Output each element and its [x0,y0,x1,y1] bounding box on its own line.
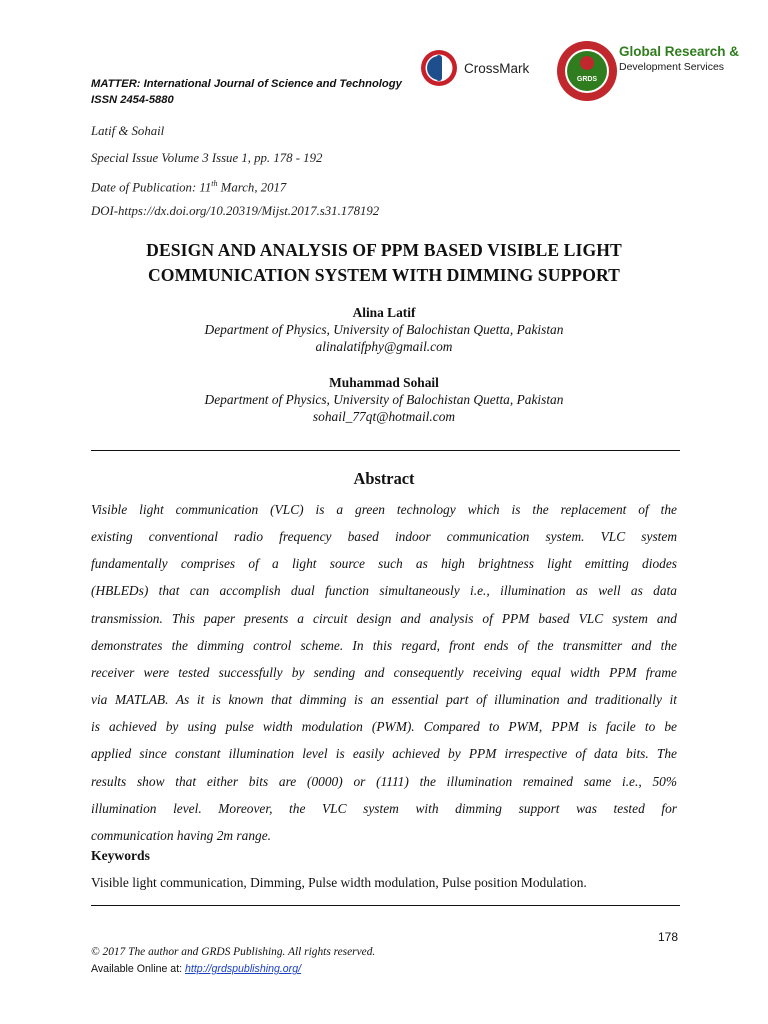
author-email[interactable]: sohail_77qt@hotmail.com [312,409,456,424]
abstract-line: applied since constant illumination level is easily achieved by PPM irrespective of data bits. The [91,746,677,762]
journal-name: MATTER: International Journal of Science and Technology [91,78,402,90]
author-affiliation: Department of Physics, University of Balochistan Quetta, Pakistan [204,392,564,407]
author-block-2 [60,374,708,425]
date-superscript: th [211,179,218,188]
date-prefix: Date of Publication: 11 [91,180,212,195]
authors-short: Latif & Sohail [91,124,165,138]
abstract-line: Visible light communication (VLC) is a green technology which is the replacement of the [91,502,677,517]
abstract-body [91,496,677,849]
crossmark-icon [419,46,459,90]
author-name: Muhammad Sohail [329,375,439,390]
journal-header [91,76,402,108]
crossmark-label: CrossMark [464,60,530,76]
divider-top [91,450,680,451]
publication-date [91,175,379,202]
date-suffix: March, 2017 [217,180,287,195]
grds-logo [555,38,755,104]
available-label: Available Online at: [91,963,186,975]
issue-info: Special Issue Volume 3 Issue 1, pp. 178 - 192 [91,150,323,165]
page-number: 178 [657,930,678,944]
abstract-line: is achieved by using pulse width modulation (PWM). Compared to PWM, PPM is facile to be [91,719,677,735]
publisher-name-line2: Development Services [619,61,725,73]
abstract-line: transmission. This paper presents a circuit design and analysis of PPM based VLC system and [91,610,677,626]
copyright-notice: © 2017 The author and GRDS Publishing. All rights reserved. [91,946,376,958]
journal-issn: ISSN 2454-5880 [91,94,174,106]
abstract-line: demonstrates the dimming control scheme. In this regard, front ends of the transmitter and the [91,637,677,653]
abstract-line: via MATLAB. As it is known that dimming is an essential part of illumination and traditionally it [91,692,677,708]
availability-line [91,963,301,975]
author-affiliation: Department of Physics, University of Balochistan Quetta, Pakistan [204,322,564,337]
grds-seal-text: GRDS [576,76,598,83]
keywords-heading: Keywords [91,848,150,863]
abstract-line: (HBLEDs) that can accomplish dual function simultaneously i.e., illumination as well as data [91,583,677,599]
author-name: Alina Latif [352,305,416,320]
title-line-2: COMMUNICATION SYSTEM WITH DIMMING SUPPORT [147,265,621,285]
abstract-line: fundamentally comprises of a light source such as high brightness light emitting diodes [91,556,677,572]
abstract-line: communication having 2m range. [91,827,272,843]
doi[interactable]: DOI-https://dx.doi.org/10.20319/Mijst.2017.s31.178192 [91,203,380,218]
publisher-link[interactable]: http://grdspublishing.org/ [185,963,302,975]
article-meta [91,122,379,228]
abstract-heading: Abstract [353,469,415,488]
crossmark-logo[interactable] [419,44,544,92]
abstract-line: receiver were tested successfully by sending and consequently receiving equal width PPM frame [91,664,677,680]
keywords-text: Visible light communication, Dimming, Pulse width modulation, Pulse position Modulation. [91,875,587,890]
title-line-1: DESIGN AND ANALYSIS OF PPM BASED VISIBLE LIGHT [146,240,622,260]
abstract-line: illumination level. Moreover, the VLC system with dimming support was tested for [91,800,677,816]
abstract-line: results show that either bits are (0000) or (1111) the illumination remained same i.e., 50% [91,773,677,789]
divider-bottom [91,905,680,906]
publisher-name-line1: Global Research & [619,44,740,59]
paper-title [60,238,708,288]
abstract-line: existing conventional radio frequency based indoor communication system. VLC system [91,529,677,545]
grds-seal-icon [555,38,619,104]
author-email[interactable]: alinalatifphy@gmail.com [315,339,453,354]
author-block-1 [60,304,708,355]
